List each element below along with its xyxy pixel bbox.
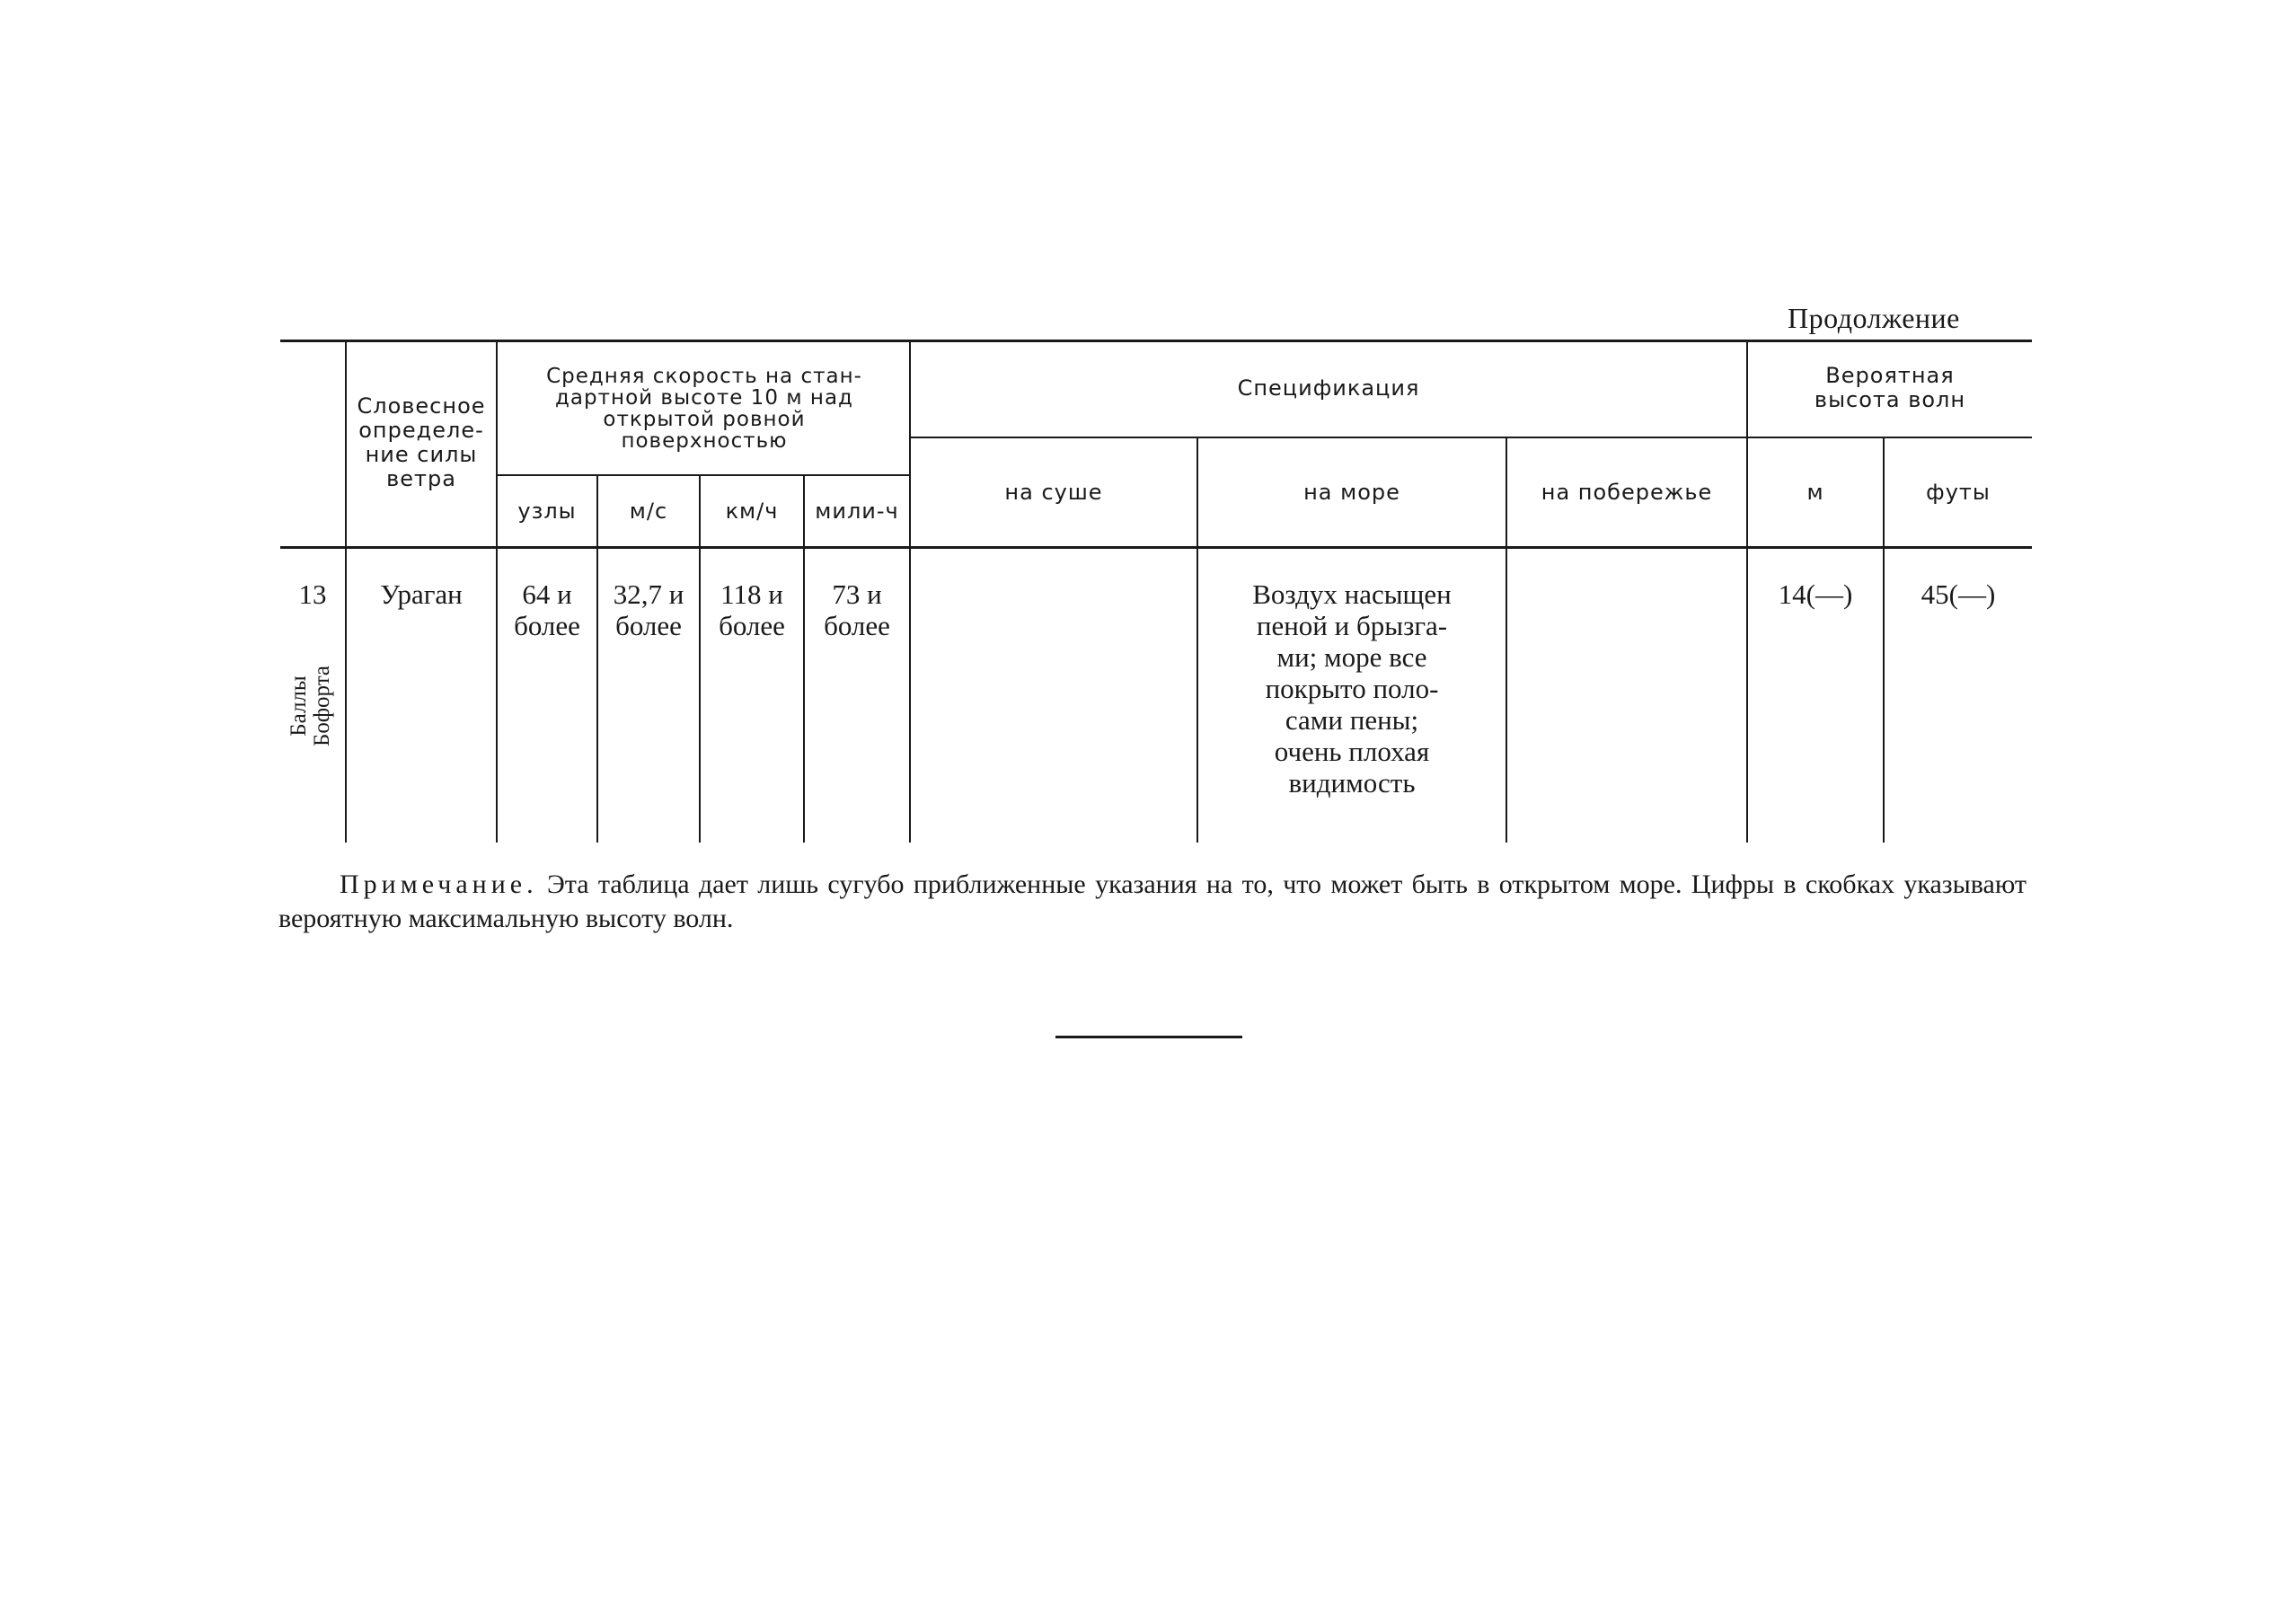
cell-wave-m: 14(—) (1778, 578, 1853, 610)
cell-knots: 64 и более (514, 578, 580, 642)
header-kmh: км/ч (725, 498, 779, 524)
header-wave-m: м (1806, 479, 1824, 505)
header-ms: м/с (629, 498, 668, 524)
cell-mph: 73 и более (824, 578, 890, 642)
header-wave-group: Вероятная высота волн (1814, 363, 1966, 412)
cell-verbal: Ураган (380, 578, 463, 610)
cell-kmh: 118 и более (719, 578, 785, 642)
footnote-text: Эта таблица дает лишь сугубо приближенные указания на то, что может быть в открытом море. Цифры в скобках указывают вероятную максимальную высоту волн. (278, 869, 2027, 933)
header-wave-ft: футы (1926, 479, 1991, 505)
table-footnote (278, 868, 2027, 936)
header-spec-group: Спецификация (1237, 375, 1420, 401)
beaufort-table (280, 340, 2032, 843)
header-verbal: Словесное определе- ние силы ветра (357, 393, 486, 491)
header-mph: мили-ч (815, 498, 899, 524)
cell-wave-ft: 45(—) (1921, 578, 1996, 610)
header-knots: узлы (517, 498, 577, 524)
header-beaufort: Баллы Бофорта (286, 665, 334, 747)
cell-beaufort: 13 (298, 578, 327, 610)
footnote-label: Примечание. (340, 869, 538, 899)
header-bottom-rule (280, 546, 2032, 549)
end-rule (1055, 1036, 1242, 1038)
speed-group-rule (498, 474, 909, 476)
header-sea: на море (1303, 479, 1400, 505)
header-land: на суше (1004, 479, 1103, 505)
header-coast: на побережье (1541, 479, 1713, 505)
cell-sea: Воздух насыщен пеной и брызга- ми; море все покрыто поло- сами пены; очень плохая видимость (1252, 578, 1452, 799)
continuation-label: Продолжение (1788, 302, 1960, 334)
header-speed-group: Средняя скорость на стан- дартной высоте 10 м над открытой ровной поверхностью (546, 364, 862, 454)
cell-ms: 32,7 и более (613, 578, 684, 642)
